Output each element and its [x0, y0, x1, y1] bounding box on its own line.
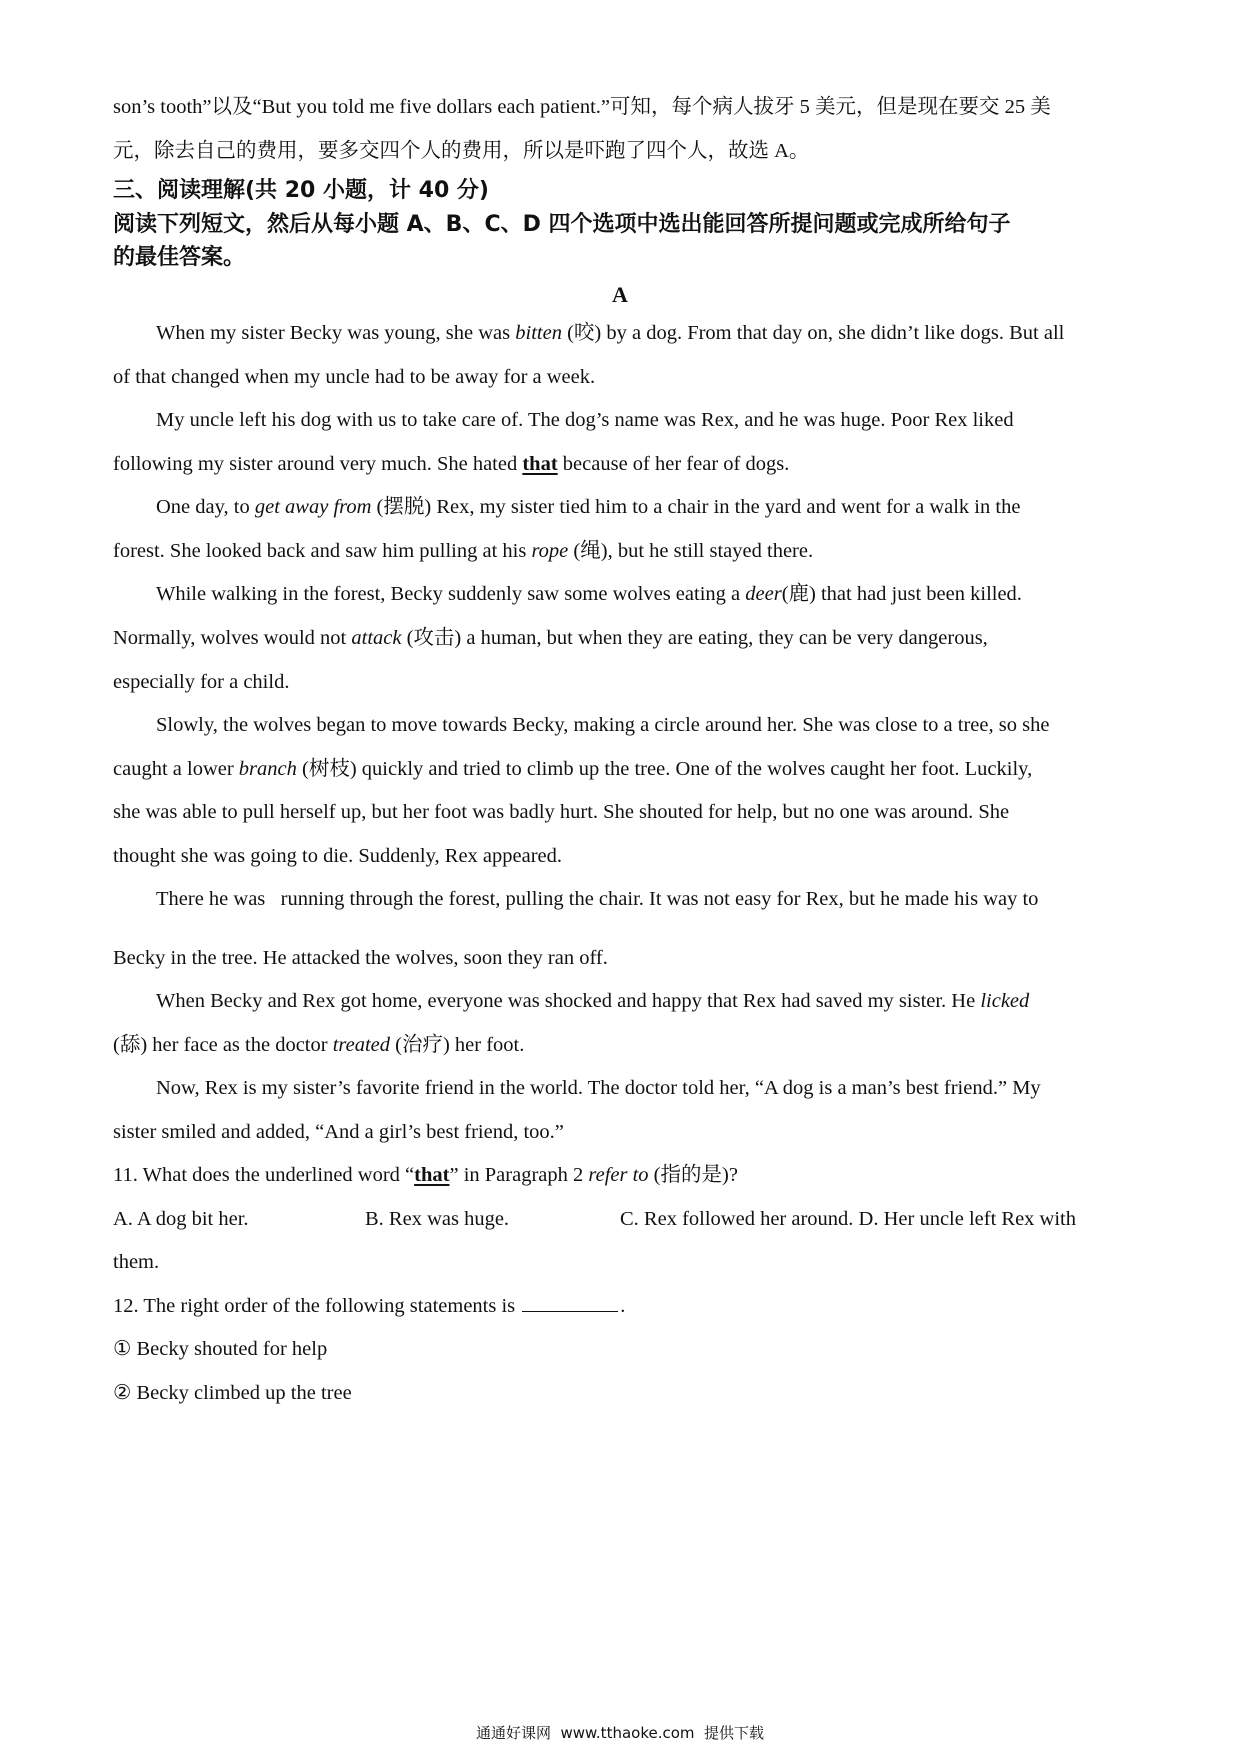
section-heading: 三、阅读理解(共 20 小题，计 40 分): [113, 178, 489, 203]
underlined-word-that: that: [522, 453, 558, 475]
paragraph-6-line-1: There he was running through the forest, pulling the chair. It was not easy for Rex, but he made his way to: [156, 888, 1039, 910]
question-11-option-b: B. Rex was huge.: [365, 1208, 510, 1230]
question-11-underlined-that: that: [414, 1164, 450, 1186]
question-12-statement-1: ① Becky shouted for help: [113, 1338, 328, 1360]
paragraph-5-line-4: thought she was going to die. Suddenly, Rex appeared.: [113, 845, 563, 867]
question-12-stem: 12. The right order of the following statements is .: [113, 1291, 1135, 1321]
question-11-option-c-d: C. Rex followed her around. D. Her uncle left Rex with: [620, 1208, 1077, 1230]
paragraph-4-line-1: While walking in the forest, Becky suddenly saw some wolves eating a deer(鹿) that had just been killed.: [156, 583, 1022, 605]
paragraph-4-line-2: Normally, wolves would not attack (攻击) a human, but when they are eating, they can be very dangerous,: [113, 627, 988, 649]
paragraph-8-line-2: sister smiled and added, “And a girl’s best friend, too.”: [113, 1121, 564, 1143]
paragraph-7-line-2: (舔) her face as the doctor treated (治疗) her foot.: [113, 1034, 525, 1056]
question-11-stem: 11. What does the underlined word “that” in Paragraph 2 refer to (指的是)?: [113, 1164, 738, 1186]
paragraph-1-line-1: When my sister Becky was young, she was bitten (咬) by a dog. From that day on, she didn’t like dogs. But all: [156, 322, 1065, 344]
question-12-statement-2: ② Becky climbed up the tree: [113, 1382, 352, 1404]
answer-blank: [522, 1291, 618, 1312]
paragraph-4-line-3: especially for a child.: [113, 671, 290, 693]
paragraph-2-line-1: My uncle left his dog with us to take care of. The dog’s name was Rex, and he was huge. Poor Rex liked: [156, 409, 1014, 431]
answer-explanation-line-2: 元，除去自己的费用，要多交四个人的费用，所以是吓跑了四个人，故选 A。: [113, 140, 810, 162]
question-11-option-d-continued: them.: [113, 1251, 160, 1273]
paragraph-5-line-2: caught a lower branch (树枝) quickly and tried to climb up the tree. One of the wolves caught her foot. Luckily,: [113, 758, 1033, 780]
paragraph-2-line-2: following my sister around very much. She hated that because of her fear of dogs.: [113, 453, 790, 475]
paragraph-3-line-2: forest. She looked back and saw him pulling at his rope (绳), but he still stayed there.: [113, 540, 814, 562]
answer-explanation-line-1: son’s tooth”以及“But you told me five dollars each patient.”可知，每个病人拔牙 5 美元，但是现在要交 25 美: [113, 96, 1051, 118]
section-instruction-line-2: 的最佳答案。: [113, 245, 246, 270]
paragraph-1-line-2: of that changed when my uncle had to be away for a week.: [113, 366, 596, 388]
paragraph-6-line-2: Becky in the tree. He attacked the wolves, soon they ran off.: [113, 947, 608, 969]
page-footer: 通通好课网 www.tthaoke.com 提供下载: [475, 1724, 765, 1742]
section-instruction-line-1: 阅读下列短文，然后从每小题 A、B、C、D 四个选项中选出能回答所提问题或完成所给句子: [113, 212, 1011, 237]
question-11-option-a: A. A dog bit her.: [113, 1208, 249, 1230]
paragraph-5-line-1: Slowly, the wolves began to move towards Becky, making a circle around her. She was close to a tree, so she: [156, 714, 1050, 736]
paragraph-3-line-1: One day, to get away from (摆脱) Rex, my sister tied him to a chair in the yard and went for a walk in the: [156, 496, 1021, 518]
passage-label: A: [612, 282, 628, 307]
paragraph-8-line-1: Now, Rex is my sister’s favorite friend in the world. The doctor told her, “A dog is a man’s best friend.” My: [156, 1077, 1041, 1099]
paragraph-7-line-1: When Becky and Rex got home, everyone was shocked and happy that Rex had saved my sister. He licked: [156, 990, 1030, 1012]
paragraph-5-line-3: she was able to pull herself up, but her foot was badly hurt. She shouted for help, but no one was around. She: [113, 801, 1010, 823]
